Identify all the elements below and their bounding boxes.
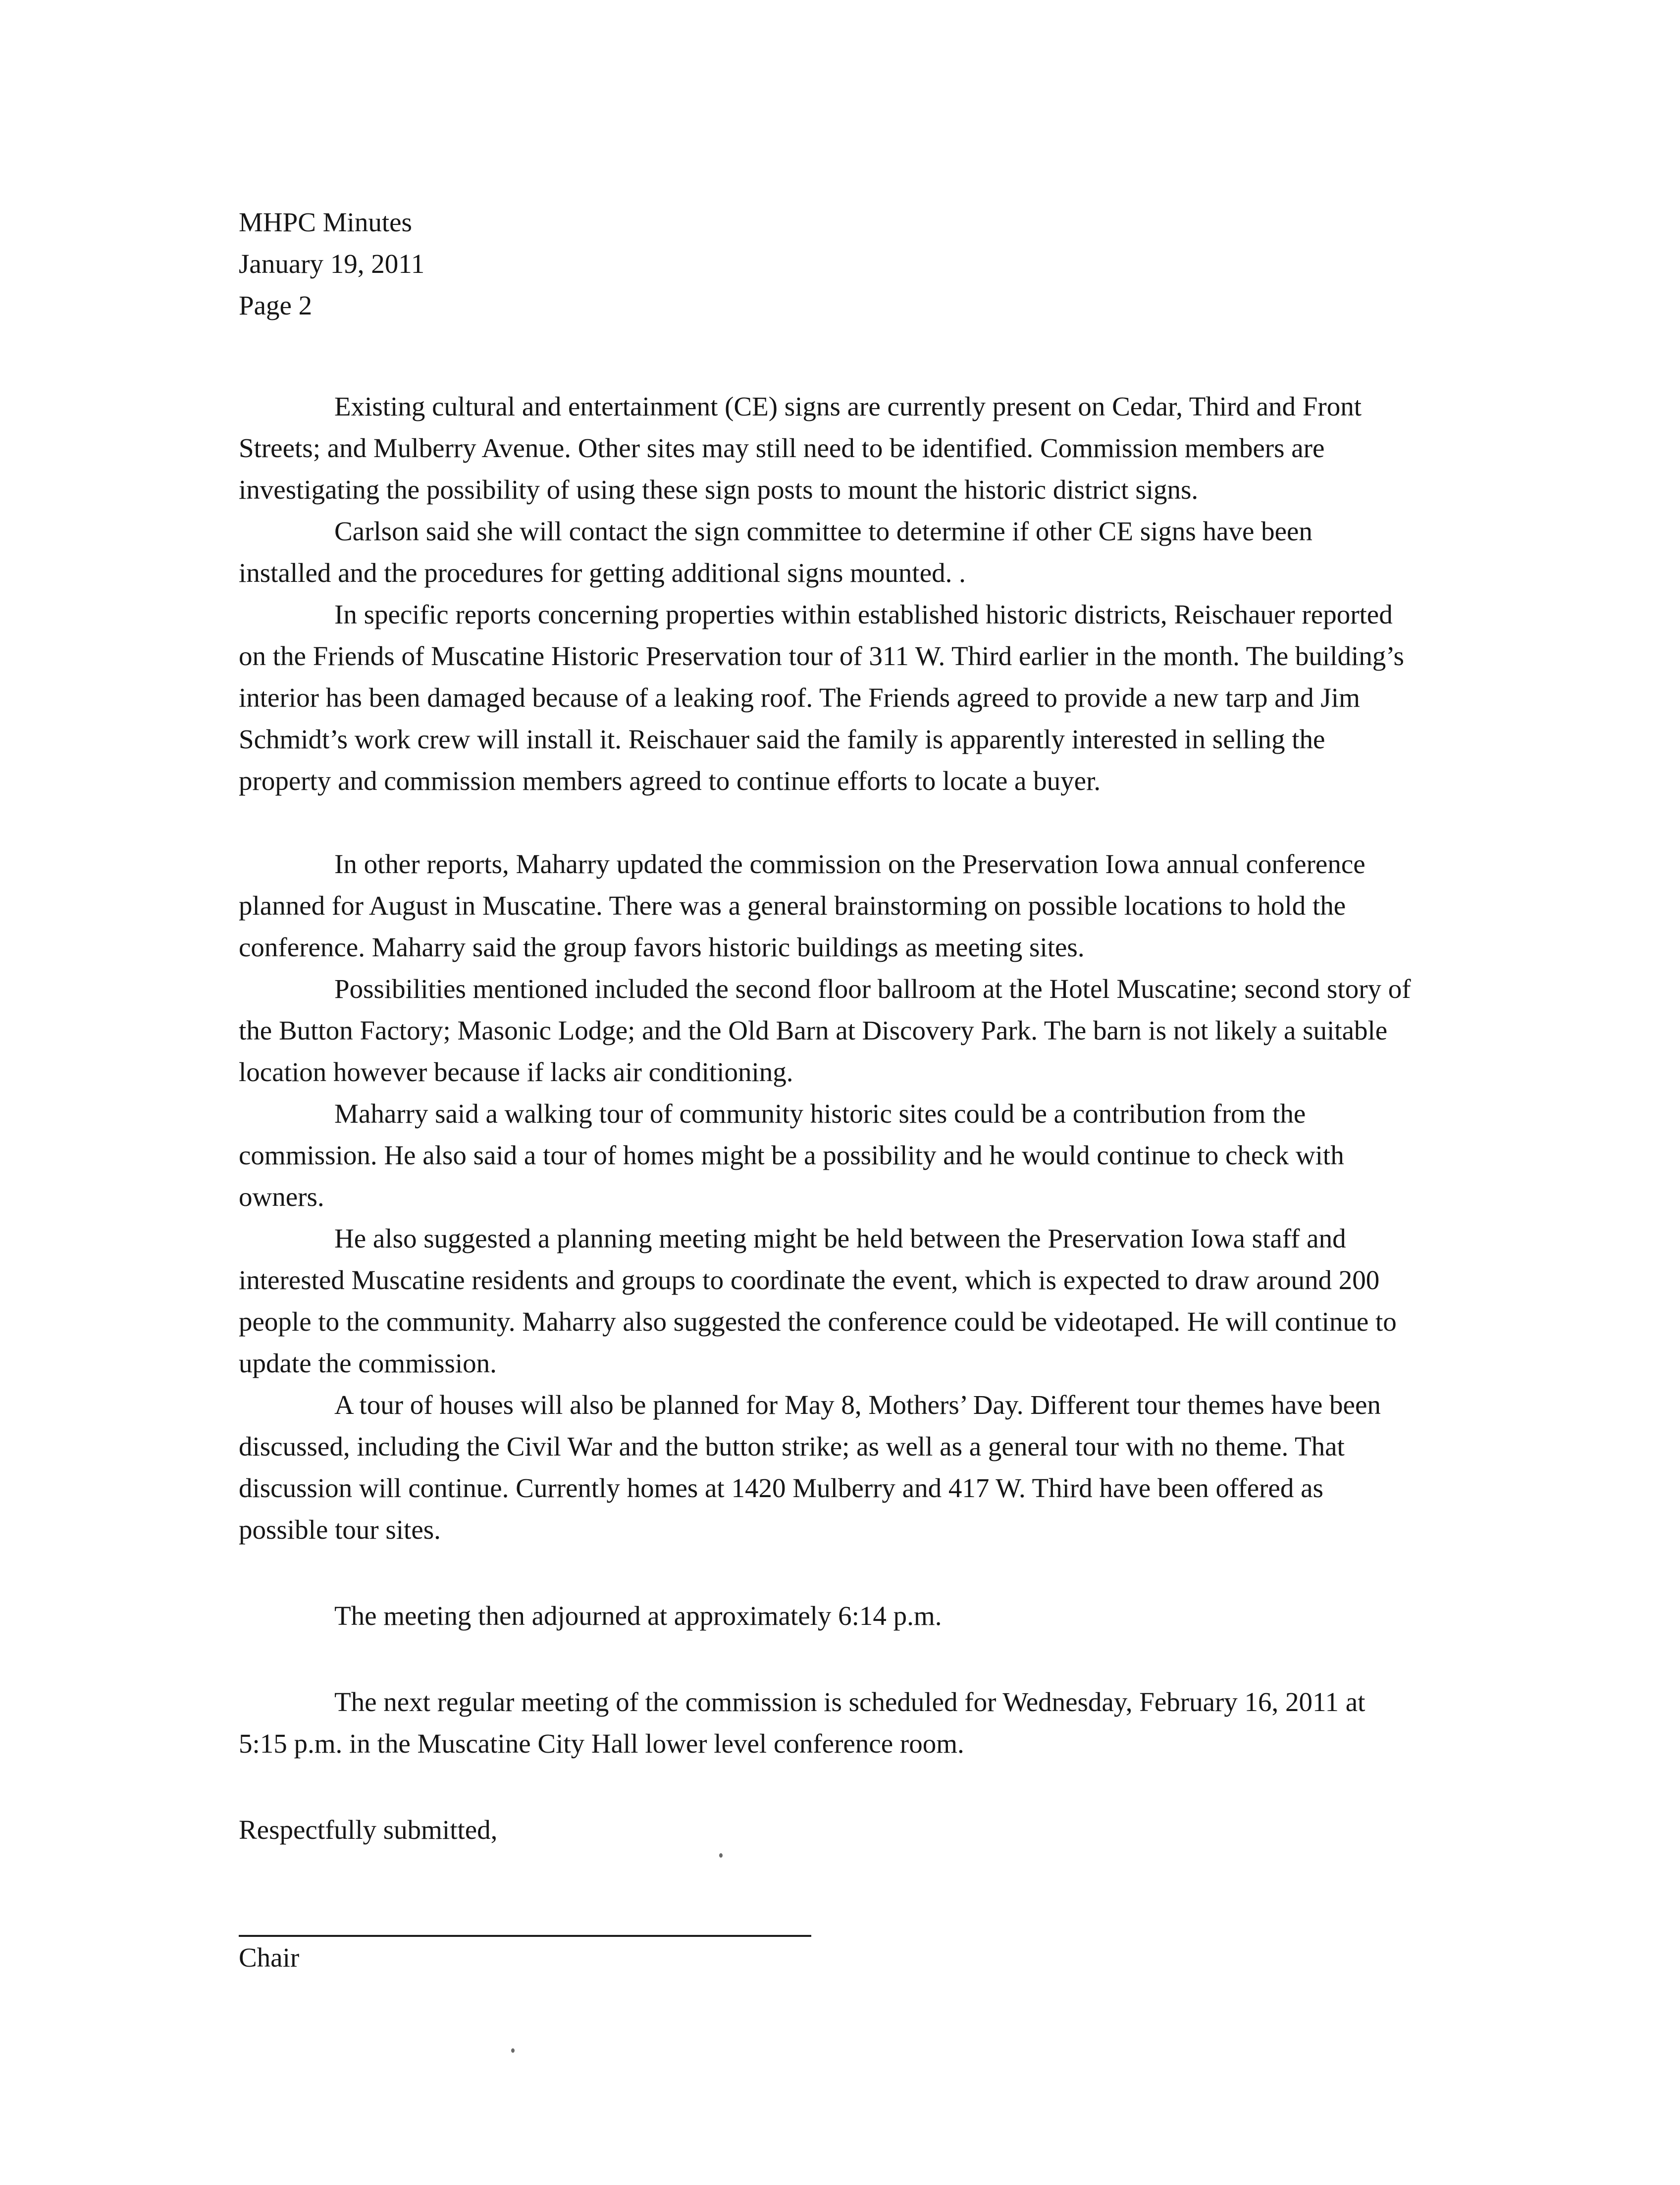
paragraph-tour-of-houses: A tour of houses will also be planned for May 8, Mothers’ Day. Different tour themes have been discussed, including the Civil War and the button strike; as well as a general tour with no theme. That discussion will continue. Currently homes at 1420 Mulberry and 417 W. Third have been offered as possible tour sites. xyxy=(239,1390,1381,1545)
paragraph-planning-meeting: He also suggested a planning meeting might be held between the Preservation Iowa staff and interested Muscatine residents and groups to coordinate the event, which is expected to draw around 200 people to the community. Maharry also suggested the conference could be videotaped. He will continue to update the commission. xyxy=(239,1223,1397,1378)
doc-date: January 19, 2011 xyxy=(239,249,425,279)
paragraph-walking-tour: Maharry said a walking tour of community historic sites could be a contribution from the commission. He also said a tour of homes might be a possibility and he would continue to check with owners. xyxy=(239,1098,1344,1212)
closing-line: Respectfully submitted, xyxy=(239,1815,498,1845)
doc-page-number: Page 2 xyxy=(239,290,313,320)
paragraph-adjournment: The meeting then adjourned at approximately 6:14 p.m. xyxy=(334,1601,942,1631)
paragraph-maharry-conference: In other reports, Maharry updated the commission on the Preservation Iowa annual conference planned for August in Muscatine. There was a general brainstorming on possible locations to hold the conference. Maharry said the group favors historic buildings as meeting sites. xyxy=(239,849,1365,962)
paragraph-reischauer-report: In specific reports concerning properties within established historic districts, Reischauer reported on the Friends of Muscatine Historic Preservation tour of 311 W. Third earlier in the month. The building’s interior has been damaged because of a leaking roof. The Friends agreed to provide a new tarp and Jim Schmidt’s work crew will install it. Reischauer said the family is apparently interested in selling the property and commission members agreed to continue efforts to locate a buyer. xyxy=(239,599,1404,796)
paragraph-ce-signs: Existing cultural and entertainment (CE) signs are currently present on Cedar, Third and Front Streets; and Mulberry Avenue. Other sites may still need to be identified. Commission members are investigating the possibility of using these sign posts to mount the historic district signs. xyxy=(239,391,1362,505)
paragraph-possible-locations: Possibilities mentioned included the second floor ballroom at the Hotel Muscatine; second story of the Button Factory; Masonic Lodge; and the Old Barn at Discovery Park. The barn is not likely a suitable location however because if lacks air conditioning. xyxy=(239,974,1411,1087)
doc-title: MHPC Minutes xyxy=(239,207,412,237)
signature-label: Chair xyxy=(239,1942,300,1973)
document-header xyxy=(239,202,1412,326)
scan-artifact-dot xyxy=(511,2048,515,2053)
scan-artifact-dot xyxy=(719,1853,723,1858)
document-body xyxy=(239,386,1412,1765)
paragraph-carlson-sign-committee: Carlson said she will contact the sign committee to determine if other CE signs have been installed and the procedures for getting additional signs mounted. . xyxy=(239,516,1312,588)
paragraph-next-meeting: The next regular meeting of the commission is scheduled for Wednesday, February 16, 2011 at 5:15 p.m. in the Muscatine City Hall lower level conference room. xyxy=(239,1687,1365,1759)
